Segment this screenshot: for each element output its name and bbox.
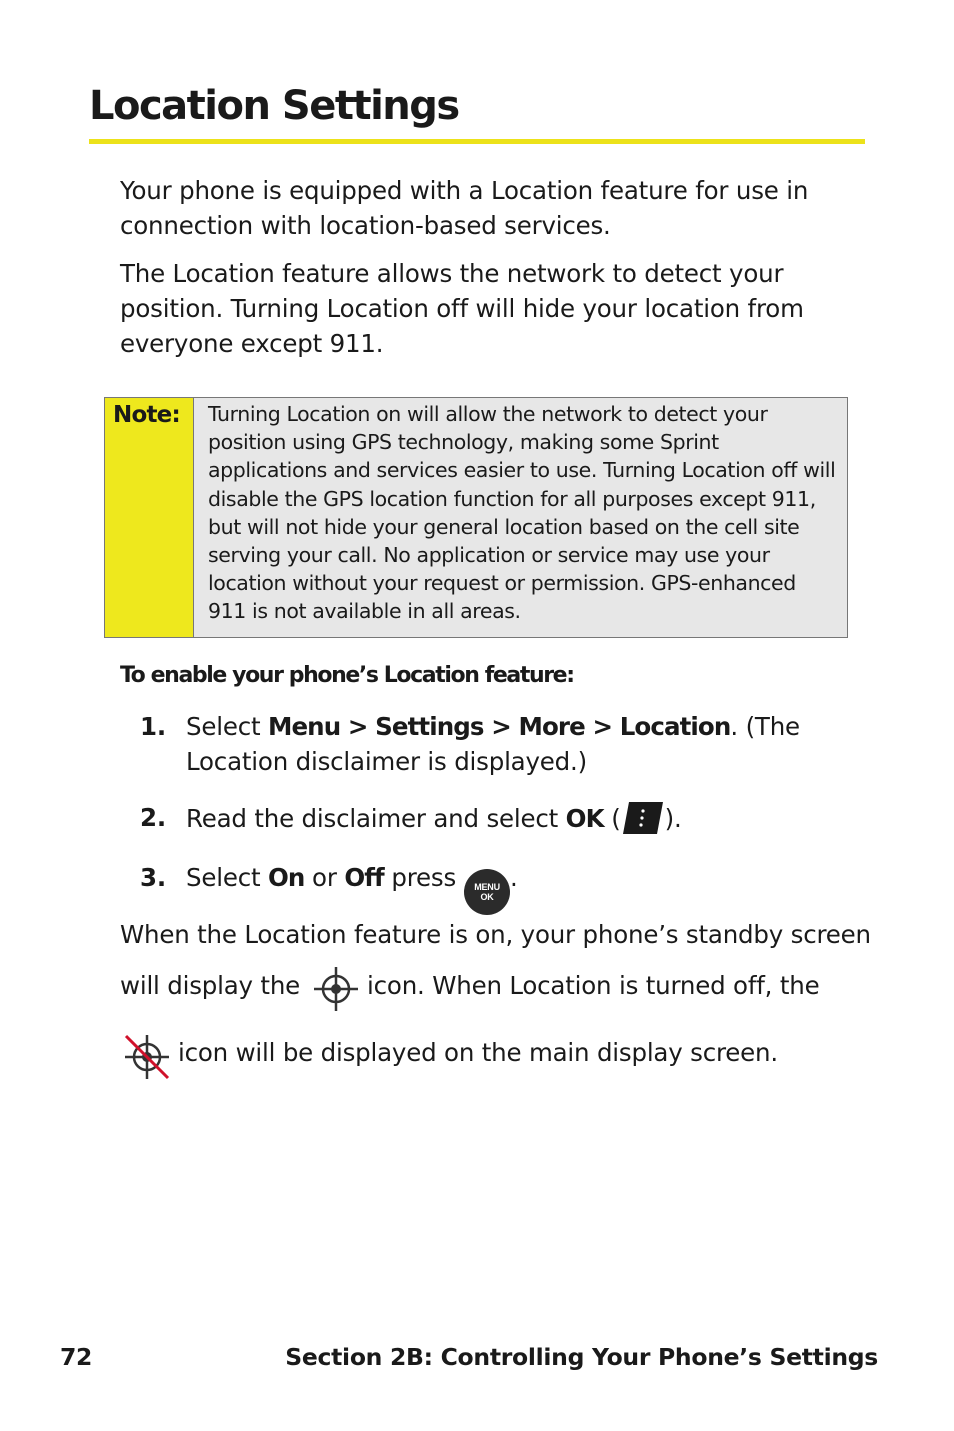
intro-paragraph-1: Your phone is equipped with a Location feature for use in connection with location-based services. (120, 176, 809, 240)
note-box (104, 397, 848, 638)
step-2 (140, 800, 860, 836)
menu-item-menu: Menu (267, 712, 341, 741)
step-number: 1. (140, 712, 166, 741)
step-number: 3. (140, 863, 166, 892)
status-line-1: When the Location feature is on, your phone’s standby screen (120, 920, 871, 949)
title-rule (89, 139, 865, 144)
menu-ok-key-icon: MENU OK (464, 869, 510, 915)
ok-label: OK (565, 804, 604, 833)
menu-item-location: Location (619, 712, 731, 741)
page-title: Location Settings (89, 83, 459, 129)
menu-item-settings: Settings (375, 712, 484, 741)
step-number: 2. (140, 803, 166, 832)
step-text: Select On or Off press MENU OK. (186, 860, 860, 915)
location-crosshair-icon (311, 964, 361, 1014)
step-1 (140, 709, 860, 779)
option-on: On (267, 863, 305, 892)
option-off: Off (344, 863, 384, 892)
procedure-heading: To enable your phone’s Location feature: (120, 663, 574, 688)
menu-item-more: More (518, 712, 585, 741)
page-number: 72 (60, 1343, 93, 1371)
step-3 (140, 860, 860, 915)
step-text: Select Menu > Settings > More > Location. (The Location disclaimer is displayed.) (186, 712, 800, 776)
section-title: Section 2B: Controlling Your Phone’s Settings (285, 1343, 878, 1371)
note-label: Note: (105, 398, 194, 637)
intro-paragraph-2: The Location feature allows the network to detect your position. Turning Location off will hide your location from everyone except 911. (120, 259, 804, 358)
location-off-icon (122, 1032, 172, 1082)
status-line-3: icon will be displayed on the main display screen. (178, 1038, 778, 1067)
status-line-2: will display the icon. When Location is turned off, the (120, 971, 820, 1000)
note-text: Turning Location on will allow the network to detect your position using GPS technology, making some Sprint applications and services easier to use. Turning Location off will disable the GPS location function for all purposes except 911, but will not hide your general location based on the cell site serving your call. No application or service may use your location without your request or permission. GPS-enhanced 911 is not available in all areas. (194, 398, 847, 637)
step-text: Read the disclaimer and select OK ( ). (186, 800, 860, 836)
left-softkey-icon (621, 800, 665, 836)
